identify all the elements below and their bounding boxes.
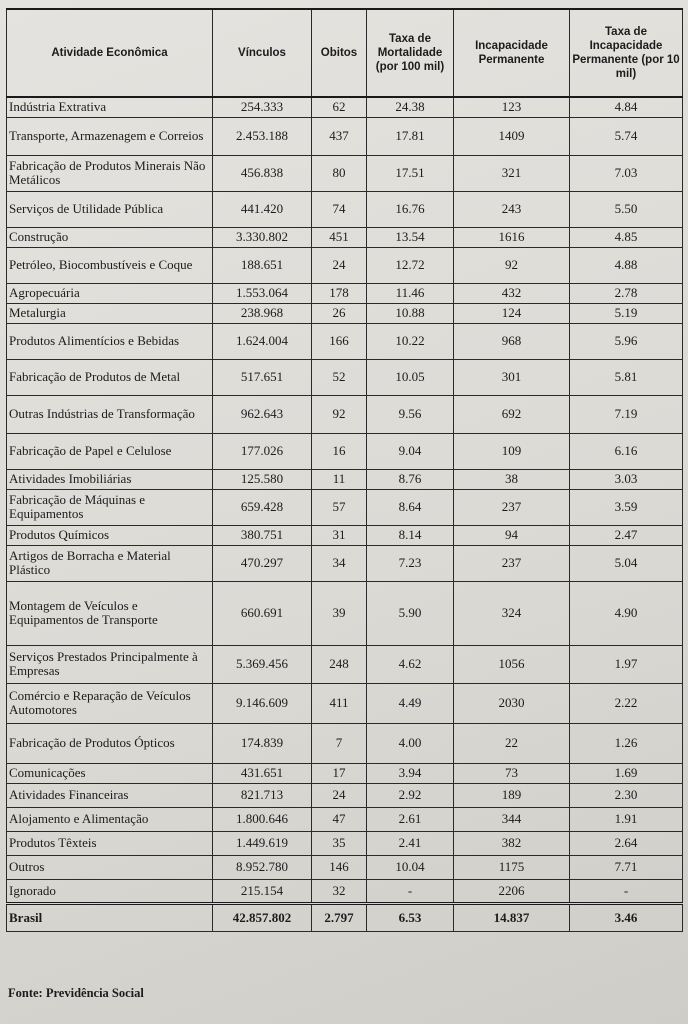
cell-obitos: 31 [312,525,367,545]
cell-incapacidade: 73 [454,763,570,783]
cell-taxa-mortalidade: 16.76 [367,191,454,227]
cell-vinculos: 380.751 [213,525,312,545]
cell-taxa-mortalidade: 17.81 [367,117,454,155]
cell-incapacidade: 1056 [454,645,570,683]
cell-vinculos: 431.651 [213,763,312,783]
cell-obitos: 17 [312,763,367,783]
header-obitos: Obitos [312,9,367,97]
cell-vinculos: 456.838 [213,155,312,191]
cell-taxa-incapacidade: 2.64 [570,831,683,855]
table-row [7,323,683,359]
cell-incapacidade: 321 [454,155,570,191]
cell-incapacidade: 301 [454,359,570,395]
total-taxa-incapacidade: 3.46 [570,903,683,931]
cell-atividade: Fabricação de Produtos Minerais Não Metálicos [7,155,213,191]
cell-taxa-incapacidade: 1.26 [570,723,683,763]
cell-atividade: Produtos Têxteis [7,831,213,855]
cell-atividade: Montagem de Veículos e Equipamentos de Transporte [7,581,213,645]
cell-taxa-mortalidade: 2.41 [367,831,454,855]
cell-atividade: Outras Indústrias de Transformação [7,395,213,433]
cell-obitos: 57 [312,489,367,525]
cell-vinculos: 660.691 [213,581,312,645]
cell-obitos: 24 [312,247,367,283]
cell-vinculos: 962.643 [213,395,312,433]
cell-vinculos: 1.449.619 [213,831,312,855]
cell-vinculos: 238.968 [213,303,312,323]
cell-taxa-incapacidade: 1.69 [570,763,683,783]
cell-obitos: 166 [312,323,367,359]
cell-atividade: Petróleo, Biocombustíveis e Coque [7,247,213,283]
cell-incapacidade: 92 [454,247,570,283]
cell-obitos: 451 [312,227,367,247]
cell-vinculos: 254.333 [213,97,312,117]
cell-obitos: 74 [312,191,367,227]
table-row [7,97,683,117]
cell-taxa-mortalidade: 8.64 [367,489,454,525]
cell-taxa-mortalidade: 3.94 [367,763,454,783]
cell-incapacidade: 344 [454,807,570,831]
cell-taxa-mortalidade: - [367,879,454,903]
cell-taxa-mortalidade: 9.04 [367,433,454,469]
table-row [7,359,683,395]
cell-taxa-incapacidade: 5.96 [570,323,683,359]
cell-incapacidade: 382 [454,831,570,855]
table-row [7,191,683,227]
cell-taxa-mortalidade: 12.72 [367,247,454,283]
cell-taxa-incapacidade: 1.97 [570,645,683,683]
table-row [7,395,683,433]
table-row [7,581,683,645]
cell-obitos: 411 [312,683,367,723]
cell-obitos: 47 [312,807,367,831]
cell-atividade: Ignorado [7,879,213,903]
cell-taxa-mortalidade: 10.22 [367,323,454,359]
cell-taxa-incapacidade: 3.59 [570,489,683,525]
cell-incapacidade: 968 [454,323,570,359]
cell-atividade: Metalurgia [7,303,213,323]
cell-vinculos: 174.839 [213,723,312,763]
cell-obitos: 32 [312,879,367,903]
cell-taxa-mortalidade: 24.38 [367,97,454,117]
cell-obitos: 80 [312,155,367,191]
cell-atividade: Produtos Alimentícios e Bebidas [7,323,213,359]
cell-atividade: Transporte, Armazenagem e Correios [7,117,213,155]
table-row [7,855,683,879]
cell-taxa-incapacidade: 7.71 [570,855,683,879]
cell-incapacidade: 22 [454,723,570,763]
cell-vinculos: 659.428 [213,489,312,525]
cell-vinculos: 441.420 [213,191,312,227]
cell-atividade: Alojamento e Alimentação [7,807,213,831]
cell-taxa-mortalidade: 4.62 [367,645,454,683]
cell-taxa-mortalidade: 4.49 [367,683,454,723]
cell-obitos: 52 [312,359,367,395]
cell-incapacidade: 2030 [454,683,570,723]
cell-taxa-incapacidade: 5.50 [570,191,683,227]
table-row [7,155,683,191]
cell-incapacidade: 38 [454,469,570,489]
total-vinculos: 42.857.802 [213,903,312,931]
table-row [7,525,683,545]
cell-incapacidade: 189 [454,783,570,807]
total-incapacidade: 14.837 [454,903,570,931]
cell-vinculos: 821.713 [213,783,312,807]
cell-atividade: Indústria Extrativa [7,97,213,117]
table-row [7,117,683,155]
cell-vinculos: 5.369.456 [213,645,312,683]
cell-atividade: Produtos Químicos [7,525,213,545]
table-row [7,683,683,723]
cell-taxa-mortalidade: 10.04 [367,855,454,879]
cell-obitos: 7 [312,723,367,763]
table-row [7,469,683,489]
cell-taxa-incapacidade: 7.19 [570,395,683,433]
cell-taxa-incapacidade: 4.84 [570,97,683,117]
cell-taxa-incapacidade: 2.47 [570,525,683,545]
accident-statistics-table [6,8,683,932]
total-obitos: 2.797 [312,903,367,931]
cell-incapacidade: 124 [454,303,570,323]
cell-taxa-mortalidade: 8.76 [367,469,454,489]
cell-atividade: Fabricação de Papel e Celulose [7,433,213,469]
cell-obitos: 39 [312,581,367,645]
cell-atividade: Outros [7,855,213,879]
cell-taxa-incapacidade: 2.30 [570,783,683,807]
cell-taxa-incapacidade: 5.19 [570,303,683,323]
cell-atividade: Artigos de Borracha e Material Plástico [7,545,213,581]
cell-atividade: Serviços Prestados Principalmente à Empresas [7,645,213,683]
table-row [7,433,683,469]
cell-obitos: 92 [312,395,367,433]
table-row [7,227,683,247]
cell-vinculos: 8.952.780 [213,855,312,879]
cell-vinculos: 215.154 [213,879,312,903]
cell-incapacidade: 432 [454,283,570,303]
cell-vinculos: 517.651 [213,359,312,395]
cell-atividade: Comunicações [7,763,213,783]
table-row [7,783,683,807]
table-row [7,283,683,303]
header-incapacidade: Incapacidade Permanente [454,9,570,97]
total-row [7,903,683,931]
cell-incapacidade: 237 [454,489,570,525]
cell-taxa-incapacidade: 2.22 [570,683,683,723]
cell-obitos: 16 [312,433,367,469]
cell-atividade: Serviços de Utilidade Pública [7,191,213,227]
header-atividade: Atividade Econômica [7,9,213,97]
table-row [7,723,683,763]
table-header-row [7,9,683,97]
table-row [7,645,683,683]
cell-taxa-incapacidade: 4.88 [570,247,683,283]
cell-taxa-incapacidade: 1.91 [570,807,683,831]
table-row [7,807,683,831]
cell-taxa-incapacidade: 3.03 [570,469,683,489]
cell-incapacidade: 123 [454,97,570,117]
table-row [7,763,683,783]
cell-taxa-incapacidade: 5.04 [570,545,683,581]
cell-obitos: 437 [312,117,367,155]
cell-taxa-incapacidade: 7.03 [570,155,683,191]
cell-atividade: Atividades Financeiras [7,783,213,807]
table-row [7,303,683,323]
cell-incapacidade: 109 [454,433,570,469]
cell-taxa-incapacidade: 6.16 [570,433,683,469]
cell-obitos: 11 [312,469,367,489]
cell-taxa-incapacidade: 4.90 [570,581,683,645]
header-vinculos: Vínculos [213,9,312,97]
cell-vinculos: 9.146.609 [213,683,312,723]
cell-atividade: Agropecuária [7,283,213,303]
cell-incapacidade: 2206 [454,879,570,903]
cell-taxa-mortalidade: 10.88 [367,303,454,323]
source-note: Fonte: Previdência Social [8,986,144,1000]
cell-atividade: Fabricação de Produtos Ópticos [7,723,213,763]
cell-atividade: Fabricação de Produtos de Metal [7,359,213,395]
cell-obitos: 24 [312,783,367,807]
table-row [7,247,683,283]
cell-obitos: 35 [312,831,367,855]
cell-taxa-incapacidade: 2.78 [570,283,683,303]
cell-incapacidade: 243 [454,191,570,227]
cell-atividade: Fabricação de Máquinas e Equipamentos [7,489,213,525]
cell-atividade: Comércio e Reparação de Veículos Automotores [7,683,213,723]
cell-taxa-mortalidade: 7.23 [367,545,454,581]
cell-vinculos: 188.651 [213,247,312,283]
cell-taxa-incapacidade: 5.81 [570,359,683,395]
cell-vinculos: 1.800.646 [213,807,312,831]
cell-vinculos: 1.624.004 [213,323,312,359]
cell-atividade: Construção [7,227,213,247]
cell-obitos: 62 [312,97,367,117]
cell-incapacidade: 1175 [454,855,570,879]
cell-vinculos: 2.453.188 [213,117,312,155]
cell-vinculos: 1.553.064 [213,283,312,303]
cell-taxa-mortalidade: 10.05 [367,359,454,395]
header-taxa-incapacidade: Taxa de Incapacidade Permanente (por 10 mil) [570,9,683,97]
cell-obitos: 248 [312,645,367,683]
cell-obitos: 178 [312,283,367,303]
cell-incapacidade: 237 [454,545,570,581]
cell-incapacidade: 324 [454,581,570,645]
total-taxa-mortalidade: 6.53 [367,903,454,931]
table-row [7,831,683,855]
cell-vinculos: 125.580 [213,469,312,489]
cell-obitos: 26 [312,303,367,323]
cell-vinculos: 177.026 [213,433,312,469]
table-body [7,97,683,931]
cell-taxa-incapacidade: - [570,879,683,903]
cell-taxa-mortalidade: 9.56 [367,395,454,433]
cell-vinculos: 470.297 [213,545,312,581]
cell-incapacidade: 94 [454,525,570,545]
cell-atividade: Atividades Imobiliárias [7,469,213,489]
cell-taxa-mortalidade: 13.54 [367,227,454,247]
cell-taxa-mortalidade: 2.92 [367,783,454,807]
cell-taxa-mortalidade: 8.14 [367,525,454,545]
cell-obitos: 146 [312,855,367,879]
cell-taxa-mortalidade: 17.51 [367,155,454,191]
cell-taxa-mortalidade: 2.61 [367,807,454,831]
cell-taxa-mortalidade: 4.00 [367,723,454,763]
total-atividade: Brasil [7,903,213,931]
cell-taxa-mortalidade: 11.46 [367,283,454,303]
cell-incapacidade: 1616 [454,227,570,247]
cell-incapacidade: 1409 [454,117,570,155]
cell-taxa-mortalidade: 5.90 [367,581,454,645]
header-taxa-mortalidade: Taxa de Mortalidade (por 100 mil) [367,9,454,97]
table-row [7,545,683,581]
cell-incapacidade: 692 [454,395,570,433]
cell-taxa-incapacidade: 4.85 [570,227,683,247]
table-row [7,879,683,903]
cell-taxa-incapacidade: 5.74 [570,117,683,155]
table-row [7,489,683,525]
cell-obitos: 34 [312,545,367,581]
cell-vinculos: 3.330.802 [213,227,312,247]
